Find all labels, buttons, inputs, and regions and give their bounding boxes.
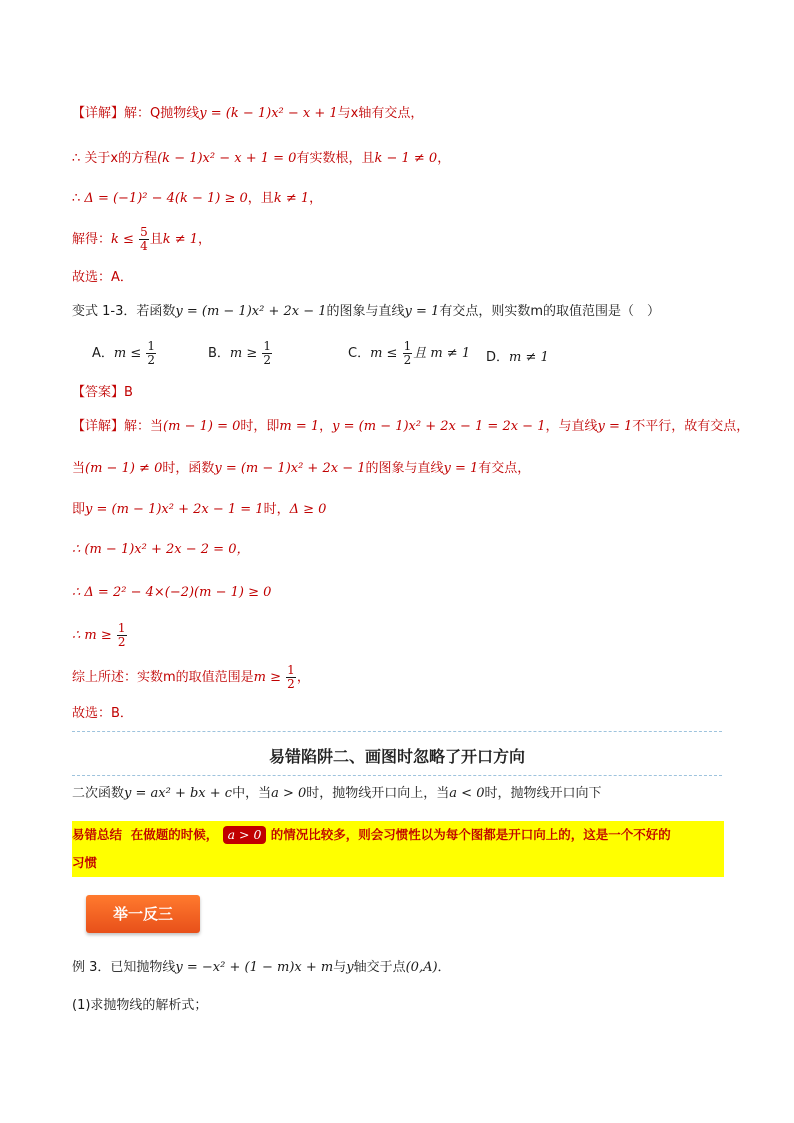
- detail-text: 解：Q抛物线: [124, 106, 200, 121]
- text: 时，函数: [162, 461, 215, 476]
- text: ，: [296, 670, 310, 685]
- fraction: [403, 340, 413, 367]
- text: 时，即: [240, 419, 280, 434]
- text: 且: [149, 232, 163, 247]
- text: ，: [437, 151, 451, 166]
- option-d[interactable]: [486, 346, 549, 365]
- equation: ∴ m ≥: [72, 628, 112, 643]
- text: ，: [198, 232, 212, 247]
- detail2-line-5: ∴ Δ = 2² − 4×(−2)(m − 1) ≥ 0: [72, 585, 272, 600]
- variant-question: [72, 302, 660, 322]
- equation: 且 m ≠ 1: [413, 346, 471, 361]
- error-summary-note: [72, 821, 724, 877]
- numerator: 1: [403, 339, 412, 353]
- text: 例 3．已知抛物线: [72, 960, 176, 975]
- text: 的情况比较多，则会习惯性以为每个图都是开口向上的，这是一个不好的: [270, 827, 671, 842]
- condition-pill: a > 0: [223, 826, 267, 844]
- text: ，: [309, 191, 323, 206]
- numerator: 5: [140, 225, 148, 239]
- text: 变式 1-3．若函数: [72, 304, 176, 319]
- text: 时，: [263, 502, 290, 517]
- equation: m ≥: [253, 670, 282, 685]
- intro-line: [72, 784, 601, 804]
- detail-line-2: [72, 149, 450, 169]
- equation: a < 0: [449, 786, 485, 801]
- option-label: D．: [486, 350, 510, 365]
- text: 的图象与直线: [365, 461, 444, 476]
- equation: y: [346, 960, 354, 975]
- detail-text: 与x轴有交点，: [337, 106, 424, 121]
- equation: k ≠ 1: [273, 191, 310, 206]
- text: 即: [72, 502, 86, 517]
- text: 中，当: [232, 786, 272, 801]
- text: ∴: [72, 191, 81, 206]
- equation: y = (m − 1)x² + 2x − 1: [175, 304, 327, 319]
- answer-value: B: [124, 385, 133, 400]
- equation: m ≤: [113, 346, 142, 361]
- note-label: 易错总结: [72, 827, 123, 842]
- equation: Δ = (−1)² − 4(k − 1) ≥ 0: [84, 191, 248, 206]
- detail2-line-8: 故选：B．: [72, 706, 133, 721]
- detail2-line-3: [72, 500, 326, 520]
- section-banner: 举一反三: [86, 895, 200, 933]
- detail-line-3: [72, 189, 322, 209]
- equation: y = (m − 1)x² + 2x − 1 = 2x − 1: [332, 419, 546, 434]
- text: 解：当: [124, 419, 164, 434]
- denominator: 2: [263, 353, 272, 367]
- text: 习惯: [72, 855, 98, 870]
- text: 解得：: [72, 232, 112, 247]
- equation: y = 1: [443, 461, 479, 476]
- equation: y = 1: [597, 419, 633, 434]
- option-a[interactable]: [92, 340, 157, 367]
- equation: Δ ≥ 0: [289, 502, 327, 517]
- denominator: 2: [403, 353, 412, 367]
- equation: m ≤: [370, 346, 398, 361]
- fraction: [146, 340, 156, 367]
- text: 不平行，故有交点，: [632, 419, 750, 434]
- detail2-line-6: [72, 622, 128, 649]
- equation: y = −x² + (1 − m)x + m: [175, 960, 334, 975]
- text: 有交点，: [478, 461, 531, 476]
- text: 与: [333, 960, 347, 975]
- fraction: [286, 664, 296, 691]
- fraction: [262, 340, 272, 367]
- detail2-line-7: [72, 664, 310, 691]
- text: ，: [319, 419, 333, 434]
- text: 有实数根，且: [296, 151, 375, 166]
- text: 轴交于点: [353, 960, 406, 975]
- answer-line: [72, 383, 133, 403]
- equation: m = 1: [279, 419, 320, 434]
- detail-tag: 【详解】: [72, 106, 125, 121]
- equation: m ≥: [229, 346, 258, 361]
- question-1: (1)求抛物线的解析式；: [72, 998, 208, 1013]
- detail2-line-1: [72, 417, 749, 437]
- equation: k − 1 ≠ 0: [374, 151, 438, 166]
- numerator: 1: [117, 621, 126, 635]
- detail2-line-2: [72, 459, 530, 479]
- equation: k ≤: [111, 232, 134, 247]
- option-label: C．: [348, 346, 371, 361]
- equation: a > 0: [271, 786, 307, 801]
- answer-tag: 【答案】: [72, 385, 125, 400]
- text: 在做题的时候，: [130, 827, 219, 842]
- text: 综上所述：实数m的取值范围是: [72, 670, 254, 685]
- equation: y = 1: [404, 304, 440, 319]
- equation: (0,A): [405, 960, 438, 975]
- option-label: A．: [92, 346, 114, 361]
- text: ，与直线: [545, 419, 598, 434]
- text: 时，抛物线开口向下: [484, 786, 602, 801]
- text: 有交点，则实数m的取值范围是（ ）: [439, 304, 660, 319]
- detail-line-1: [72, 104, 423, 124]
- fraction: [117, 622, 127, 649]
- denominator: 4: [140, 239, 148, 253]
- text: 二次函数: [72, 786, 125, 801]
- equation: y = (m − 1)x² + 2x − 1 = 1: [85, 502, 264, 517]
- numerator: 1: [263, 339, 272, 353]
- text: 的图象与直线: [326, 304, 405, 319]
- detail-tag: 【详解】: [72, 419, 125, 434]
- section-divider-bottom: [72, 775, 722, 776]
- equation: (k − 1)x² − x + 1 = 0: [157, 151, 297, 166]
- numerator: 1: [287, 663, 295, 677]
- text: ，且: [247, 191, 274, 206]
- denominator: 2: [287, 677, 295, 691]
- equation: y = (k − 1)x² − x + 1: [199, 106, 338, 121]
- detail2-line-4: ∴ (m − 1)x² + 2x − 2 = 0，: [72, 542, 250, 557]
- equation: k ≠ 1: [162, 232, 199, 247]
- equation: y = (m − 1)x² + 2x − 1: [214, 461, 366, 476]
- denominator: 2: [147, 353, 156, 367]
- equation: y = ax² + bx + c: [124, 786, 233, 801]
- option-label: B．: [208, 346, 230, 361]
- text: ．: [437, 960, 451, 975]
- section-divider-top: [72, 731, 722, 732]
- section-title: 易错陷阱二、画图时忽略了开口方向: [268, 747, 525, 766]
- text: 当: [72, 461, 86, 476]
- detail-line-4: [72, 226, 211, 253]
- option-c[interactable]: [348, 340, 470, 367]
- option-b[interactable]: [208, 340, 273, 367]
- equation: (m − 1) ≠ 0: [85, 461, 163, 476]
- text: 时，抛物线开口向上，当: [306, 786, 450, 801]
- example-line: [72, 958, 451, 978]
- equation: m ≠ 1: [509, 350, 549, 365]
- numerator: 1: [147, 339, 156, 353]
- equation: (m − 1) = 0: [163, 419, 241, 434]
- detail-line-5: 故选：A．: [72, 270, 133, 285]
- fraction: [139, 226, 149, 253]
- denominator: 2: [117, 635, 126, 649]
- text: ∴ 关于x的方程: [72, 151, 158, 166]
